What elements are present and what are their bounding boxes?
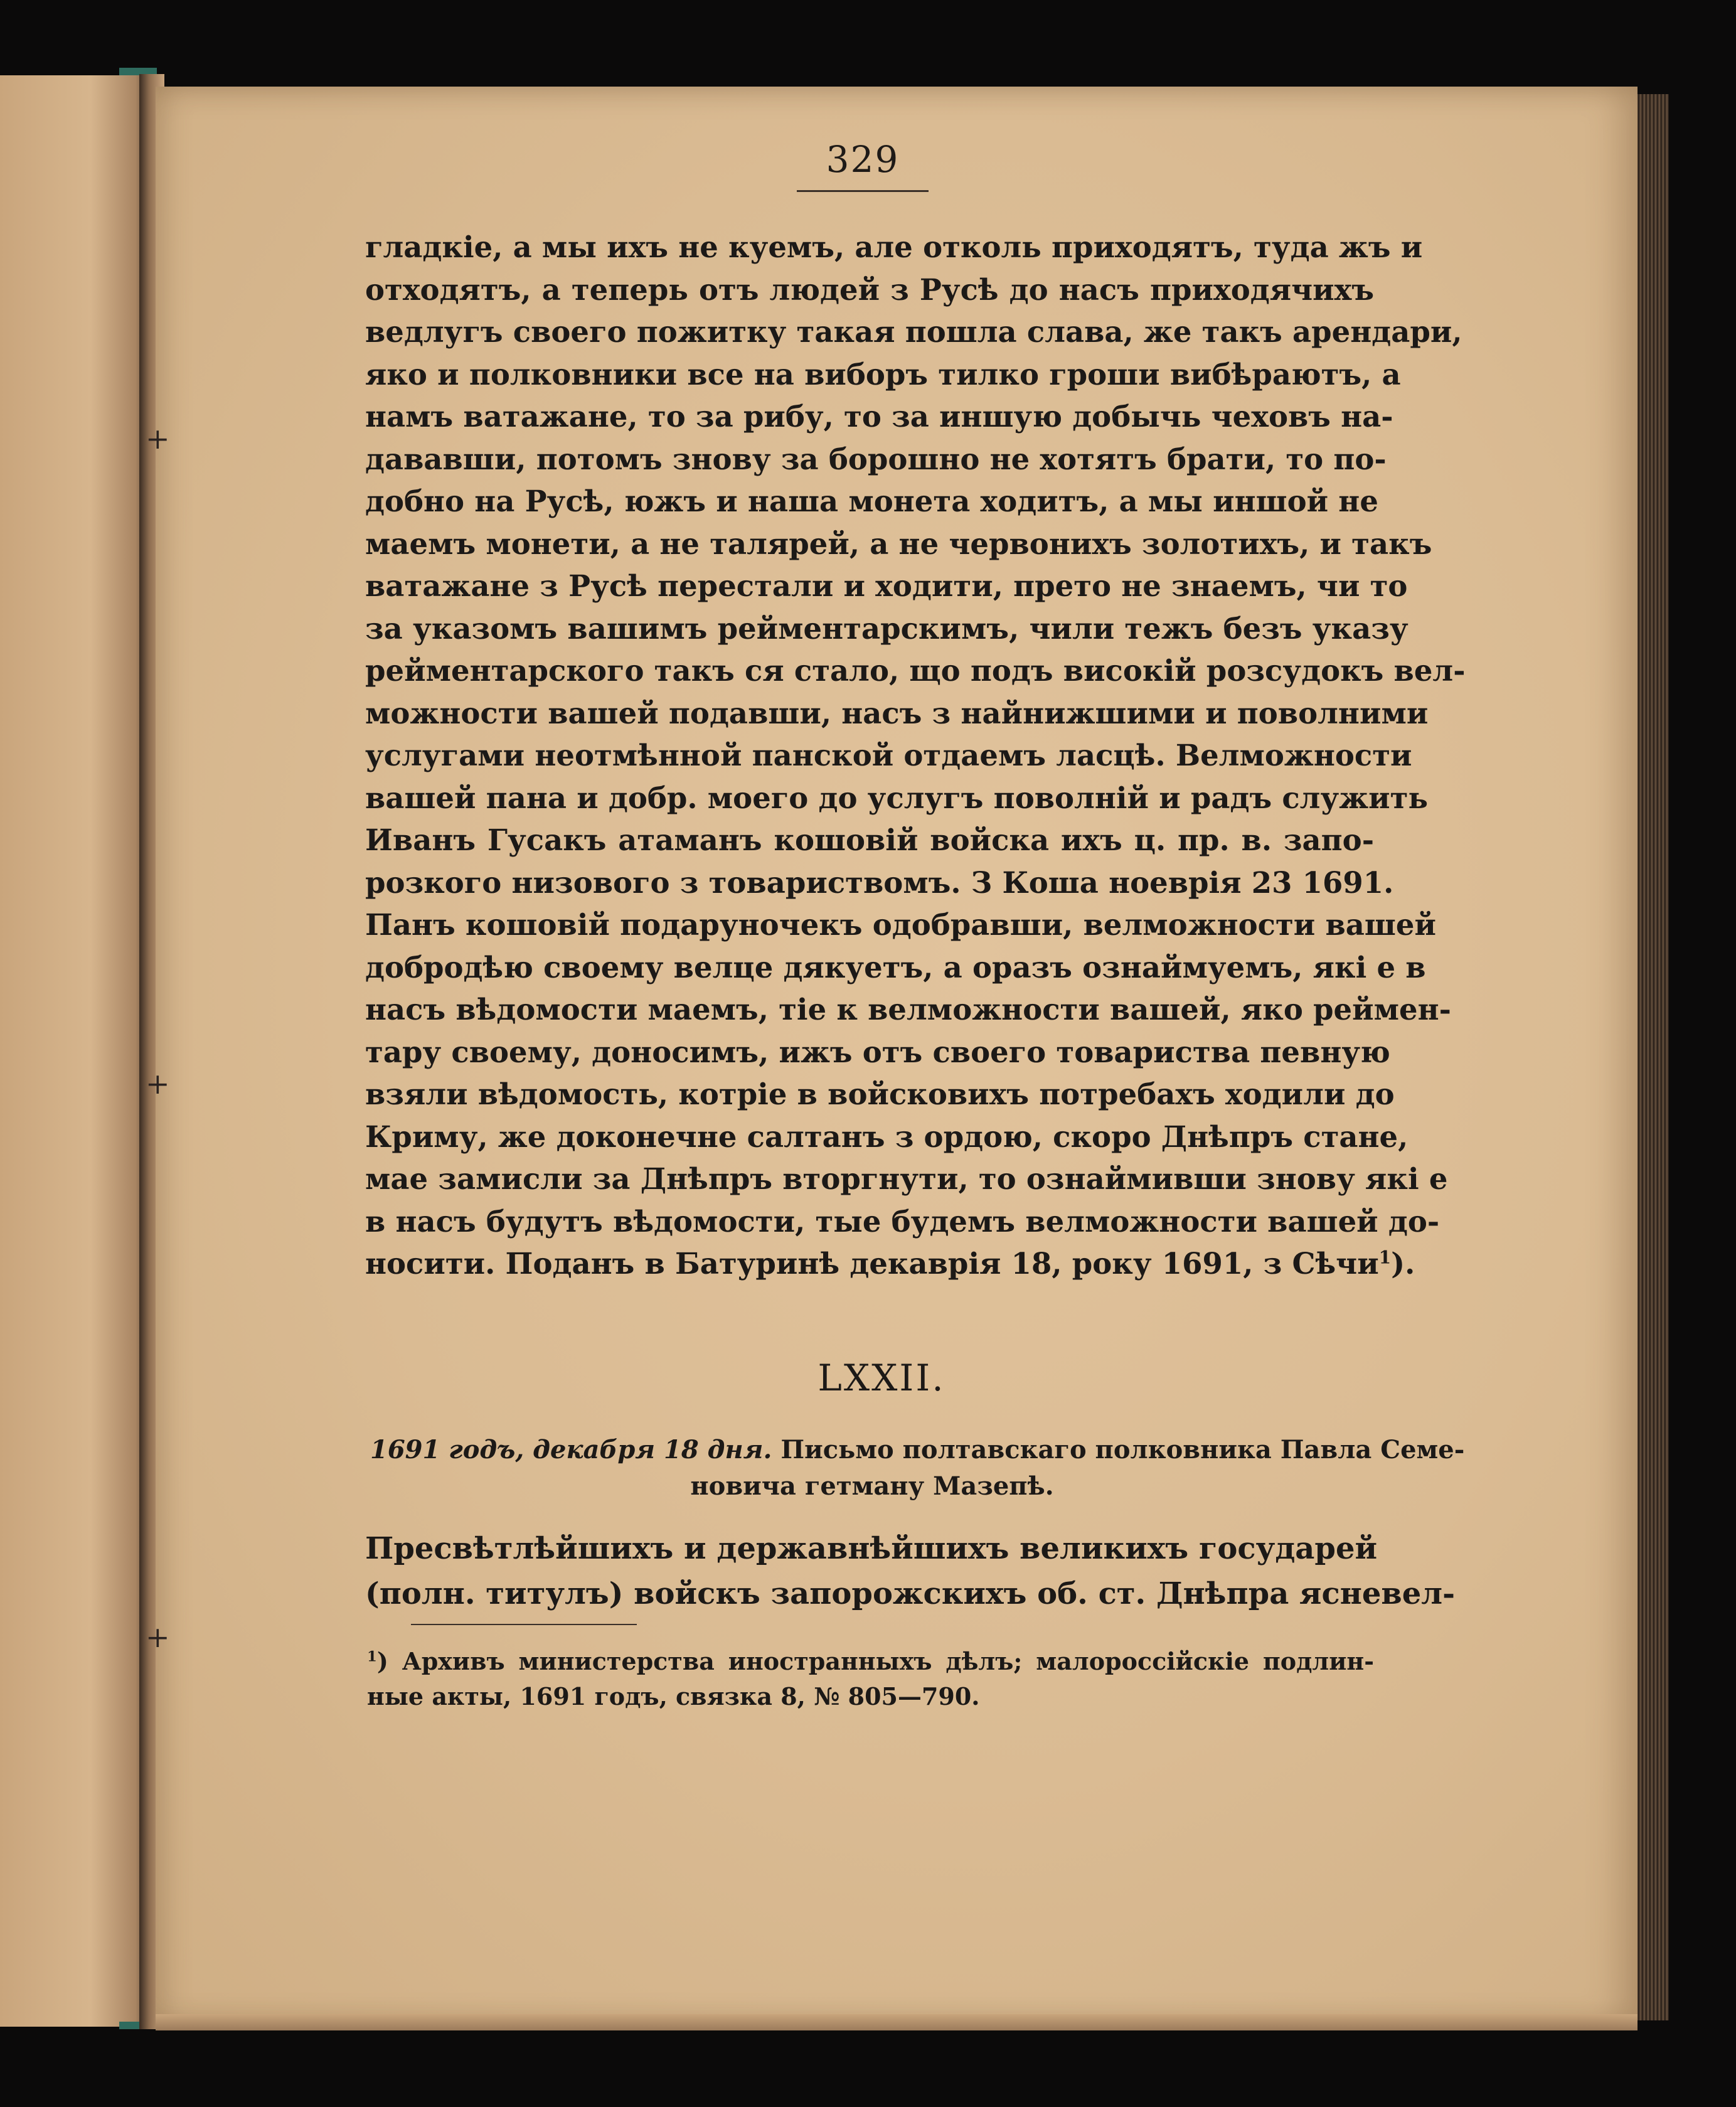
- date-rest: Письмо полтавскаго полковника Павла Семе-: [780, 1435, 1465, 1464]
- text-line: услугами неотмѣнной панской отдаемъ ласцѣ. Велможности: [365, 738, 1412, 772]
- text-line: вашей пана и добр. моего до услугъ поволній и радъ служить: [365, 780, 1429, 815]
- text-line: Панъ кошовій подаруночекъ одобравши, велможности вашей: [365, 907, 1436, 942]
- margin-mark: +: [146, 422, 170, 456]
- text-line: за указомъ вашимъ рейментарскимъ, чили тежъ безъ указу: [365, 611, 1409, 646]
- text-line: розкого низового з товариствомъ. З Коша ноеврія 23 1691.: [365, 865, 1394, 900]
- text-line: ведлугъ своего пожитку такая пошла слава, же такъ арендари,: [365, 314, 1462, 349]
- last-line-tail: ).: [1391, 1246, 1415, 1281]
- text-line: ватажане з Русѣ перестали и ходити, прето не знаемъ, чи то: [365, 568, 1408, 603]
- date-italic: 1691 годъ, декабря 18 дня.: [370, 1435, 772, 1464]
- text-line-last: [365, 1242, 1415, 1285]
- footnote-text: ) Архивъ министерства иностранныхъ дѣлъ; малороссійскіе подлин-: [376, 1647, 1374, 1675]
- text-line: рейментарского такъ ся стало, що подъ високій розсудокъ вел-: [365, 653, 1466, 688]
- document-date-description: [370, 1432, 1465, 1505]
- bottom-page-edge: [156, 2014, 1637, 2030]
- text-line: яко и полковники все на виборъ тилко гроши вибѣраютъ, а: [365, 356, 1401, 392]
- text-line: тару своему, доносимъ, ижъ отъ своего товариства певную: [365, 1034, 1390, 1069]
- text-line: взяли вѣдомость, котріе в войсковихъ потребахъ ходили до: [365, 1077, 1395, 1111]
- text-line: можности вашей подавши, насъ з найнижшими и поволними: [365, 695, 1429, 730]
- footnote-marker: 1: [367, 1648, 377, 1665]
- text-line: отходятъ, а теперь отъ людей з Русѣ до насъ приходячихъ: [365, 272, 1374, 307]
- section-heading: LXXII.: [817, 1357, 945, 1399]
- text-line: дававши, потомъ знову за борошно не хотятъ брати, то по-: [365, 441, 1387, 476]
- footnote-rule: [411, 1624, 637, 1625]
- footnote: [367, 1644, 1374, 1714]
- main-paragraph: [365, 226, 1466, 1285]
- text-line: Криму, же доконечне салтанъ з ордою, скоро Днѣпръ стане,: [365, 1119, 1409, 1154]
- footnote-ref: 1: [1378, 1247, 1392, 1268]
- page-number: 329: [826, 138, 900, 181]
- text-line: мае замисли за Днѣпръ вторгнути, то ознаймивши знову які е: [365, 1161, 1448, 1196]
- text-line: (полн. титулъ) войскъ запорожскихъ об. ст. Днѣпра ясневел-: [365, 1576, 1456, 1611]
- last-line-text: носити. Поданъ в Батуринѣ декаврія 18, року 1691, з Сѣчи: [365, 1246, 1379, 1281]
- text-line: Пресвѣтлѣйшихъ и державнѣйшихъ великихъ государей: [365, 1531, 1378, 1566]
- footnote-line: [367, 1644, 1374, 1679]
- second-paragraph: [365, 1526, 1456, 1616]
- text-line: намъ ватажане, то за рибу, то за иншую добычь чеховъ на-: [365, 399, 1393, 434]
- text-line: гладкіе, а мы ихъ не куемъ, але отколь приходятъ, туда жъ и: [365, 230, 1423, 264]
- footnote-line: ные акты, 1691 годъ, связка 8, № 805—790.: [367, 1682, 980, 1710]
- page-number-rule: [797, 190, 929, 192]
- date-line-first: [370, 1432, 1465, 1468]
- margin-mark: +: [146, 1620, 170, 1654]
- text-line: добно на Русѣ, южъ и наша монета ходитъ, а мы иншой не: [365, 484, 1378, 518]
- text-line: в насъ будутъ вѣдомости, тые будемъ велможности вашей до-: [365, 1203, 1440, 1239]
- text-line: маемъ монети, а не талярей, а не червонихъ золотихъ, и такъ: [365, 526, 1432, 561]
- date-line-second: новича гетману Мазепѣ.: [690, 1471, 1054, 1501]
- text-line: Иванъ Гусакъ атаманъ кошовій войска ихъ ц. пр. в. запо-: [365, 823, 1374, 857]
- margin-mark: +: [146, 1067, 170, 1101]
- left-page-edge: [0, 75, 151, 2027]
- text-line: насъ вѣдомости маемъ, тіе к велможности вашей, яко реймен-: [365, 992, 1451, 1027]
- text-line: добродѣю своему велце дякуетъ, а оразъ ознаймуемъ, які е в: [365, 949, 1426, 984]
